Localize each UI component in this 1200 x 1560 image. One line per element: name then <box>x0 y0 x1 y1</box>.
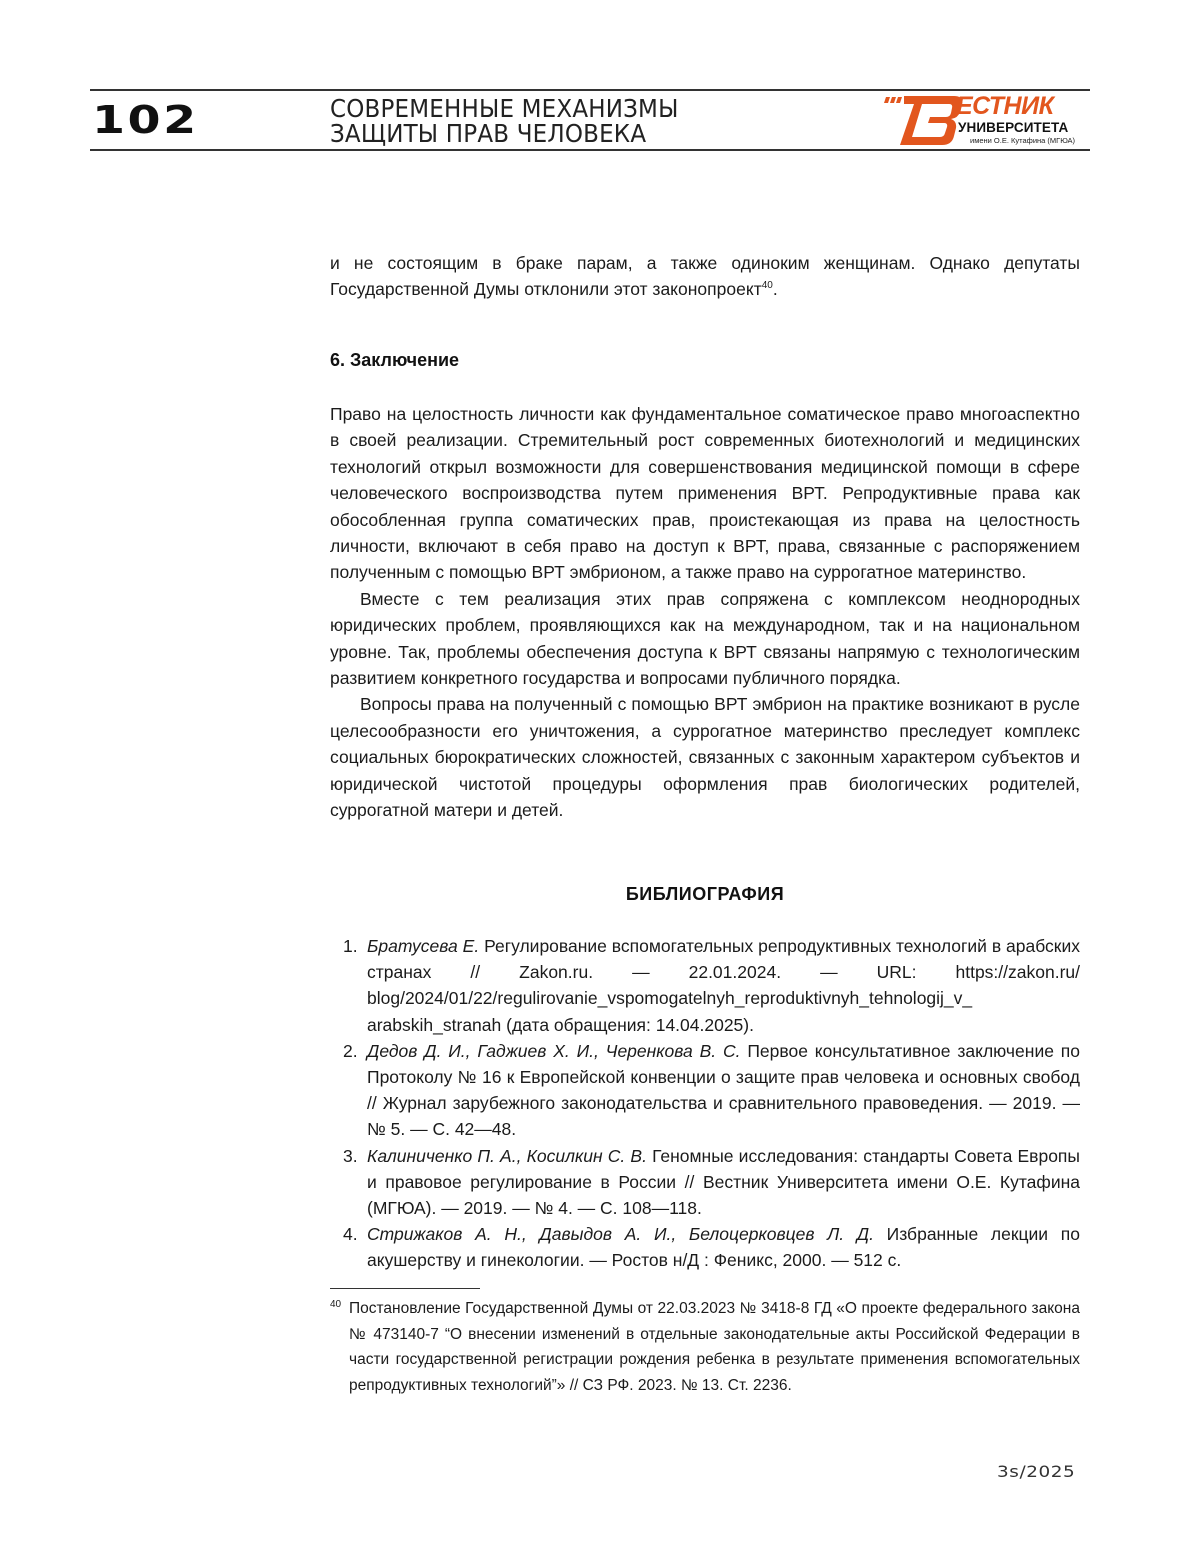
paragraph-text: и не состоящим в браке парам, а также одиноким женщинам. Однако депутаты Государственной Думы отклонили этот законопроект <box>330 253 1080 300</box>
item-number: 2. <box>343 1040 358 1061</box>
footnote-separator <box>330 1288 480 1289</box>
logo-subtitle: УНИВЕРСИТЕТА <box>958 120 1069 135</box>
journal-logo <box>884 93 1090 147</box>
footnote-reference[interactable]: 40 <box>761 280 773 292</box>
conclusion-body <box>330 401 1080 824</box>
logo-title: ЕСТНИК <box>956 92 1054 120</box>
bibliography-item <box>340 1221 1080 1273</box>
footnote-text: Постановление Государственной Думы от 22.03.2023 № 3418-8 ГД «О проекте федерального закона № 473140-7 “О внесении изменений в отдельные законодательные акты Российской Федерации в части государственной регистрации рождения ребенка в результате применения вспомогательных репродуктивных технологий”» // СЗ РФ. 2023. № 13. Ст. 2236. <box>349 1300 1080 1394</box>
item-authors: Братусева Е. <box>367 936 480 956</box>
bibliography-item <box>340 1038 1080 1143</box>
running-section-title <box>330 96 679 146</box>
logo-caption: имени О.Е. Кутафина (МГЮА) <box>970 136 1076 145</box>
issue-number: 3s/2025 <box>997 1462 1076 1481</box>
bibliography-list <box>340 933 1080 1274</box>
item-authors: Калиниченко П. А., Косилкин С. В. <box>367 1145 647 1166</box>
conclusion-paragraph: Вопросы права на полученный с помощью ВРТ эмбрион на практике возникают в русле целесообразности его уничтожения, а суррогатное материнство преследует комплекс социальных бюрократических сложностей, связанных с законным характером субъектов и юридической чистотой процедуры оформления прав биологических родителей, суррогатной матери и детей. <box>330 694 1080 821</box>
header-bottom-rule <box>90 149 1090 151</box>
page-number: 102 <box>92 98 199 142</box>
conclusion-paragraph: Вместе с тем реализация этих прав сопряжена с комплексом неоднородных юридических проблем, проявляющихся как на международном, так и на национальном уровне. Так, проблемы обеспечения доступа к ВРТ связаны напрямую с технологическим развитием конкретного государства и вопросами публичного порядка. <box>330 588 1080 689</box>
item-text: Геномные исследования: стандарты Совета Европы и правовое регулирование в России // Вестник Университета имени О.Е. Кутафина (МГЮА). — 2019. — № 4. — С. 108—118. <box>367 1145 1080 1219</box>
footnote-mark: 40 <box>330 1299 342 1310</box>
footnote <box>330 1296 1080 1398</box>
item-authors: Стрижаков А. Н., Давыдов А. И., Белоцерковцев Л. Д. <box>367 1224 874 1245</box>
header-top-rule <box>90 89 1090 91</box>
item-text: Первое консультативное заключение по Протоколу № 16 к Европейской конвенции о защите прав человека и основных свобод // Журнал зарубежного законодательства и сравнительного правоведения. — 2019. — № 5. — С. 42—48. <box>367 1040 1081 1140</box>
bibliography-item <box>340 933 1080 1038</box>
continued-paragraph: и не состоящим в браке парам, а также одиноким женщинам. Однако депутаты Государственной Думы отклонили этот законопроект$^{40}$. <box>330 253 1080 300</box>
bibliography-heading: БИБЛИОГРАФИЯ <box>625 884 785 904</box>
item-authors: Дедов Д. И., Гаджиев Х. И., Черенкова В. С. <box>367 1040 741 1061</box>
logo-letter-v-icon <box>884 93 964 147</box>
item-text: Избранные лекции по акушерству и гинекологии. — Ростов н/Д : Феникс, 2000. — 512 с. <box>367 1224 1080 1271</box>
item-number: 4. <box>343 1224 358 1245</box>
section-title-line-1: СОВРЕМЕННЫЕ МЕХАНИЗМЫ <box>330 94 679 123</box>
section-title-line-2: ЗАЩИТЫ ПРАВ ЧЕЛОВЕКА <box>330 119 647 148</box>
item-text: Регулирование вспомогательных репродуктивных технологий в арабских странах // Zakon.ru. — 22.01.2024. — URL: https://zakon.ru/ blog/2024/01/22/regulirovanie_vspomogatelnyh_reproduktivnyh_tehnologij_v_ arabskih_stranah (дата обращения: 14.04.2025). <box>367 936 1080 1035</box>
conclusion-paragraph: Право на целостность личности как фундаментальное соматическое право многоаспектно в своей реализации. Стремительный рост современных биотехнологий и медицинских технологий открыл возможности для совершенствования медицинской помощи в сфере человеческого воспроизводства путем применения ВРТ. Репродуктивные права как обособленная группа соматических прав, проистекающая из права на целостность личности, включают в себя право на доступ к ВРТ, права, связанные с распоряжением полученным с помощью ВРТ эмбрионом, а также право на суррогатное материнство. <box>330 404 1080 583</box>
item-number: 3. <box>343 1145 358 1166</box>
item-number: 1. <box>343 936 358 956</box>
section-heading: 6. Заключение <box>330 350 460 370</box>
bibliography-item <box>340 1143 1080 1222</box>
